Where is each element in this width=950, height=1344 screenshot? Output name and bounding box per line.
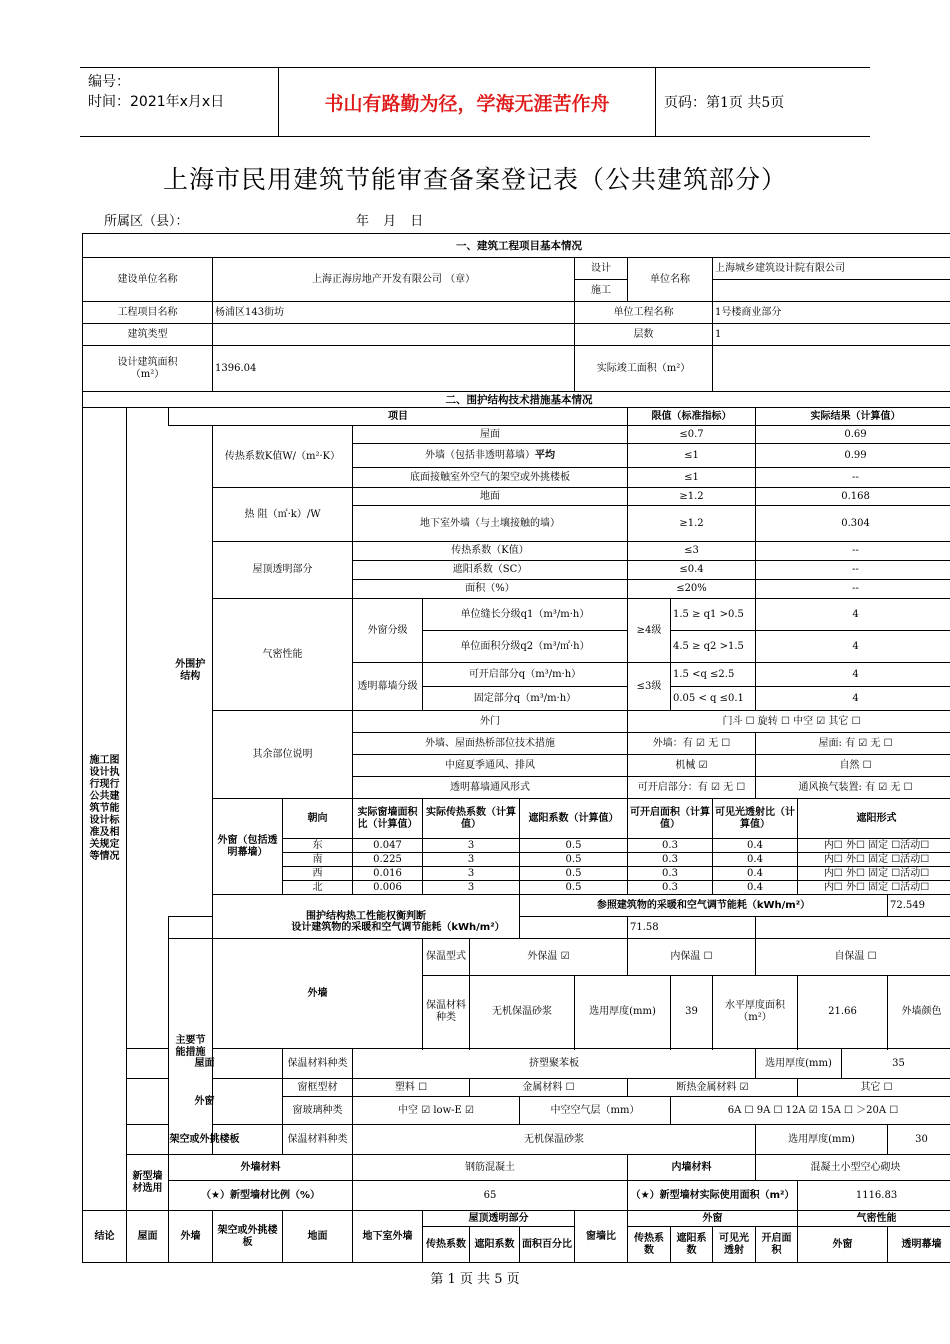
ground-limit: ≥1.2 bbox=[628, 488, 756, 506]
frame-opt: 金属材料 ☐ bbox=[470, 1079, 628, 1097]
win-row-dir: 东 bbox=[283, 839, 353, 853]
win-side: 外窗（包括透明幕墙） bbox=[213, 799, 283, 895]
glass-label: 窗玻璃种类 bbox=[283, 1097, 353, 1125]
win-row-ratio: 0.006 bbox=[353, 881, 423, 895]
win-header-shade: 遮阳形式 bbox=[798, 799, 950, 839]
win-row-open: 0.3 bbox=[628, 881, 713, 895]
project-value: 杨浦区143街坊 bbox=[213, 302, 575, 324]
bridge-wall: 外墙：有 ☑ 无 ☐ bbox=[628, 733, 756, 755]
roof-thick-label: 选用厚度(mm) bbox=[756, 1049, 842, 1079]
sky-area-label: 面积（%） bbox=[353, 580, 628, 599]
base-label: 地下室外墙（与土壤接触的墙） bbox=[353, 506, 628, 542]
outer-label: 外围护结构 bbox=[169, 426, 213, 917]
atrium-label: 中庭夏季通风、排风 bbox=[353, 755, 628, 777]
q1-actual: 4 bbox=[756, 599, 950, 631]
concl-air-col: 透明幕墙 bbox=[888, 1227, 950, 1263]
q1-label: 单位缝长分级q1（m³/m·h） bbox=[423, 599, 628, 631]
ratio-value: 65 bbox=[353, 1181, 628, 1211]
win-row-shade: 内☐ 外☐ 固定 ☐活动☐ bbox=[798, 853, 950, 867]
s3-wall: 外墙 bbox=[213, 939, 423, 1049]
type-value bbox=[213, 324, 575, 346]
page-header bbox=[80, 67, 870, 137]
wall-thick: 39 bbox=[671, 976, 713, 1049]
wall-limit: ≤1 bbox=[628, 444, 756, 468]
cw-fixed-limit: 0.05 < q ≤0.1 bbox=[671, 687, 756, 711]
page-footer: 第 1 页 共 5 页 bbox=[430, 1272, 520, 1287]
roof-mat-label: 保温材料种类 bbox=[283, 1049, 353, 1079]
roof-mat-value: 挤塑聚苯板 bbox=[353, 1049, 756, 1079]
builder-label: 建设单位名称 bbox=[83, 258, 213, 302]
inner-mat-value: 混凝土小型空心砌块 bbox=[756, 1155, 950, 1181]
win-row-ratio: 0.225 bbox=[353, 853, 423, 867]
win-row-dir: 南 bbox=[283, 853, 353, 867]
design-label: 设计 bbox=[575, 258, 628, 280]
ins-type-opt: 自保温 ☐ bbox=[756, 939, 950, 976]
wall-actual: 0.99 bbox=[756, 444, 950, 468]
gap-label: 中空空气层（mm） bbox=[520, 1097, 671, 1125]
floor-label: 底面接触室外空气的架空或外挑楼板 bbox=[353, 468, 628, 488]
cw-fixed-label: 固定部分q（m³/m·h） bbox=[423, 687, 628, 711]
win-row-ratio: 0.016 bbox=[353, 867, 423, 881]
concl-sky: 屋顶透明部分 bbox=[423, 1211, 575, 1227]
section1-heading: 一、建筑工程项目基本情况 bbox=[83, 234, 950, 258]
frame-opt: 塑料 ☐ bbox=[353, 1079, 470, 1097]
number-label: 编号： bbox=[88, 74, 130, 90]
ref-value: 72.549 bbox=[888, 895, 950, 917]
concl-col: 外墙 bbox=[169, 1211, 213, 1263]
color-label: 外墙颜色 bbox=[888, 976, 950, 1049]
r-label: 热 阻（㎡·k）/W bbox=[213, 488, 353, 542]
door-label: 外门 bbox=[353, 711, 628, 733]
door-opts: 门斗 ☐ 旋转 ☐ 中空 ☑ 其它 ☐ bbox=[628, 711, 950, 733]
wall-harea: 21.66 bbox=[798, 976, 888, 1049]
floors-value: 1 bbox=[713, 324, 950, 346]
header-meta bbox=[88, 72, 278, 112]
frame-opt: 断热金属材料 ☑ bbox=[628, 1079, 798, 1097]
win-row-open: 0.3 bbox=[628, 853, 713, 867]
construct-unit-value bbox=[713, 280, 950, 302]
concl-win-col: 开启面积 bbox=[756, 1227, 798, 1263]
inner-mat-label: 内墙材料 bbox=[628, 1155, 756, 1181]
win-grade-limit: ≥4级 bbox=[628, 599, 671, 663]
wall-area-value: 1116.83 bbox=[798, 1181, 950, 1211]
concl-col: 架空或外挑楼板 bbox=[213, 1211, 283, 1263]
atrium-nat: 自然 ☐ bbox=[756, 755, 950, 777]
overhang-mat-label: 保温材料种类 bbox=[283, 1125, 353, 1155]
win-row-k: 3 bbox=[423, 867, 520, 881]
sky-k-actual: -- bbox=[756, 542, 950, 561]
s3-window: 外窗 bbox=[127, 1079, 283, 1125]
concl-sky-col: 传热系数 bbox=[423, 1227, 470, 1263]
des-value: 71.58 bbox=[628, 917, 756, 939]
tradeoff-label: 围护结构热工性能权衡判断 bbox=[213, 895, 520, 939]
section2-side-label: 施工图设计执行现行公共建筑节能设计标准及相关规定等情况 bbox=[83, 408, 127, 1211]
sky-area-limit: ≤20% bbox=[628, 580, 756, 599]
concl-col: 地下室外墙 bbox=[353, 1211, 423, 1263]
overhang-mat: 无机保温砂浆 bbox=[353, 1125, 756, 1155]
win-row-ratio: 0.047 bbox=[353, 839, 423, 853]
win-row-open: 0.3 bbox=[628, 867, 713, 881]
design-unit-value: 上海城乡建筑设计院有限公司 bbox=[713, 258, 950, 280]
hthick-label: 水平厚度面积（m²） bbox=[713, 976, 798, 1049]
section2-heading: 二、围护结构技术措施基本情况 bbox=[83, 392, 950, 408]
frame-label: 窗框型材 bbox=[283, 1079, 353, 1097]
win-row-shade: 内☐ 外☐ 固定 ☐活动☐ bbox=[798, 839, 950, 853]
win-row-vt: 0.4 bbox=[713, 867, 798, 881]
sky-area-actual: -- bbox=[756, 580, 950, 599]
gap-opts: 6A ☐ 9A ☐ 12A ☑ 15A ☐ ＞20A ☐ bbox=[671, 1097, 950, 1125]
other-label: 其余部位说明 bbox=[213, 711, 353, 799]
win-row-shade: 内☐ 外☐ 固定 ☐活动☐ bbox=[798, 881, 950, 895]
concl-air-col: 外窗 bbox=[798, 1227, 888, 1263]
win-row-sc: 0.5 bbox=[520, 839, 628, 853]
sky-sc-limit: ≤0.4 bbox=[628, 561, 756, 580]
col-item: 项目 bbox=[169, 408, 628, 426]
q2-label: 单位面积分级q2（m³/㎡·h） bbox=[423, 631, 628, 663]
concl-col: 地面 bbox=[283, 1211, 353, 1263]
glass-opts: 中空 ☑ low-E ☑ bbox=[353, 1097, 520, 1125]
frame-opt: 其它 ☐ bbox=[798, 1079, 950, 1097]
sky-label: 屋顶透明部分 bbox=[213, 542, 353, 599]
page-title: 上海市民用建筑节能审查备案登记表（公共建筑部分） bbox=[162, 165, 787, 194]
ground-actual: 0.168 bbox=[756, 488, 950, 506]
time-label: 时间：2021年x月x日 bbox=[88, 94, 225, 110]
atrium-mech: 机械 ☑ bbox=[628, 755, 756, 777]
floors-label: 层数 bbox=[575, 324, 713, 346]
cw-grade-label: 透明幕墙分级 bbox=[353, 663, 423, 711]
col-limit: 限值（标准指标） bbox=[628, 408, 756, 426]
design-area-label: 设计建筑面积 （m²） bbox=[83, 346, 213, 392]
win-header-open: 可开启面积（计算值） bbox=[628, 799, 713, 839]
win-row-vt: 0.4 bbox=[713, 881, 798, 895]
sky-k-label: 传热系数（K值） bbox=[353, 542, 628, 561]
sky-sc-actual: -- bbox=[756, 561, 950, 580]
ref-label: 参照建筑物的采暖和空气调节能耗（kWh/m²） bbox=[520, 895, 888, 917]
cw-fixed-actual: 4 bbox=[756, 687, 950, 711]
unit-project-label: 单位工程名称 bbox=[575, 302, 713, 324]
des-label: 设计建筑物的采暖和空气调节能耗（kWh/m²） bbox=[169, 917, 628, 939]
win-row-sc: 0.5 bbox=[520, 881, 628, 895]
project-label: 工程项目名称 bbox=[83, 302, 213, 324]
win-row-k: 3 bbox=[423, 839, 520, 853]
page-label: 页码：第1页 共5页 bbox=[664, 95, 785, 111]
cw-vent-dev: 通风换气装置: 有 ☑ 无 ☐ bbox=[756, 777, 950, 799]
wall-label: 外墙（包括非透明幕墙）平均 bbox=[353, 444, 628, 468]
bridge-label: 外墙、屋面热桥部位技术措施 bbox=[353, 733, 628, 755]
win-row-k: 3 bbox=[423, 853, 520, 867]
bridge-roof: 屋面: 有 ☑ 无 ☐ bbox=[756, 733, 950, 755]
q1-limit: 1.5 ≥ q1 >0.5 bbox=[671, 599, 756, 631]
s4-side-label: 新型墙材选用 bbox=[127, 1155, 169, 1211]
wall-area-label: （★）新型墙材实际使用面积（m²） bbox=[628, 1181, 798, 1211]
overhang-thick-label: 选用厚度(mm) bbox=[756, 1125, 888, 1155]
concl-win-col: 可见光透射 bbox=[713, 1227, 756, 1263]
floor-limit: ≤1 bbox=[628, 468, 756, 488]
design-area-value: 1396.04 bbox=[213, 346, 575, 392]
cw-vent-open: 可开启部分：有 ☑ 无 ☐ bbox=[628, 777, 756, 799]
district-label: 所属区（县）： bbox=[104, 214, 189, 229]
win-header-k: 实际传热系数（计算值） bbox=[423, 799, 520, 839]
base-actual: 0.304 bbox=[756, 506, 950, 542]
roof-limit: ≤0.7 bbox=[628, 426, 756, 444]
win-row-vt: 0.4 bbox=[713, 839, 798, 853]
ins-type-opt: 内保温 ☐ bbox=[628, 939, 756, 976]
win-row-sc: 0.5 bbox=[520, 853, 628, 867]
floor-actual: -- bbox=[756, 468, 950, 488]
wall-mat-label: 保温材料种类 bbox=[423, 976, 470, 1049]
construct-label: 施工 bbox=[575, 280, 628, 302]
k-label: 传热系数K值W/（m²·K） bbox=[213, 426, 353, 488]
s3-overhang: 架空或外挑楼板 bbox=[127, 1125, 283, 1155]
unit-project-value: 1号楼商业部分 bbox=[713, 302, 950, 324]
s3-side-label: 主要节能措施 bbox=[169, 939, 213, 1155]
concl-win: 外窗 bbox=[628, 1211, 798, 1227]
ins-type-label: 保温型式 bbox=[423, 939, 470, 976]
win-row-sc: 0.5 bbox=[520, 867, 628, 881]
cw-open-actual: 4 bbox=[756, 663, 950, 687]
concl-col: 屋面 bbox=[127, 1211, 169, 1263]
s3-roof: 屋面 bbox=[127, 1049, 283, 1079]
win-grade-label: 外窗分级 bbox=[353, 599, 423, 663]
concl-air: 气密性能 bbox=[798, 1211, 950, 1227]
ground-label: 地面 bbox=[353, 488, 628, 506]
cw-limit: ≤3级 bbox=[628, 663, 671, 711]
win-row-dir: 北 bbox=[283, 881, 353, 895]
roof-label: 屋面 bbox=[353, 426, 628, 444]
unit-label: 单位名称 bbox=[628, 258, 713, 302]
win-row-shade: 内☐ 外☐ 固定 ☐活动☐ bbox=[798, 867, 950, 881]
concl-win-col: 传热系数 bbox=[628, 1227, 671, 1263]
concl-sky-col: 面积百分比 bbox=[520, 1227, 575, 1263]
base-limit: ≥1.2 bbox=[628, 506, 756, 542]
actual-area-label: 实际竣工面积（m²） bbox=[575, 346, 713, 392]
roof-thick: 35 bbox=[842, 1049, 950, 1079]
wall-mat-value: 无机保温砂浆 bbox=[470, 976, 575, 1049]
win-header-vt: 可见光透射比（计算值） bbox=[713, 799, 798, 839]
concl-win-col: 遮阳系数 bbox=[671, 1227, 713, 1263]
motto: 书山有路勤为径，学海无涯苦作舟 bbox=[278, 68, 656, 136]
cw-open-label: 可开启部分q（m³/m·h） bbox=[423, 663, 628, 687]
win-header-dir: 朝向 bbox=[283, 799, 353, 839]
s5-side-label: 结论 bbox=[83, 1211, 127, 1263]
q2-actual: 4 bbox=[756, 631, 950, 663]
outer-mat-value: 钢筋混凝土 bbox=[353, 1155, 628, 1181]
air-label: 气密性能 bbox=[213, 599, 353, 711]
col-actual: 实际结果（计算值） bbox=[756, 408, 950, 426]
overhang-thick: 30 bbox=[888, 1125, 950, 1155]
concl-sky-col: 遮阳系数 bbox=[470, 1227, 520, 1263]
win-row-k: 3 bbox=[423, 881, 520, 895]
win-row-vt: 0.4 bbox=[713, 853, 798, 867]
outer-mat-label: 外墙材料 bbox=[169, 1155, 353, 1181]
cw-vent-label: 透明幕墙通风形式 bbox=[353, 777, 628, 799]
wall-thick-label: 选用厚度(mm) bbox=[575, 976, 671, 1049]
q2-limit: 4.5 ≥ q2 >1.5 bbox=[671, 631, 756, 663]
win-row-open: 0.3 bbox=[628, 839, 713, 853]
record-form-table bbox=[82, 233, 950, 1263]
ins-type-opt: 外保温 ☑ bbox=[470, 939, 628, 976]
sky-k-limit: ≤3 bbox=[628, 542, 756, 561]
concl-ratio: 窗墙比 bbox=[575, 1211, 628, 1263]
builder-value: 上海正海房地产开发有限公司 （章） bbox=[213, 258, 575, 302]
cw-open-limit: 1.5 <q ≤2.5 bbox=[671, 663, 756, 687]
win-row-dir: 西 bbox=[283, 867, 353, 881]
win-header-sc: 遮阳系数（计算值） bbox=[520, 799, 628, 839]
roof-actual: 0.69 bbox=[756, 426, 950, 444]
type-label: 建筑类型 bbox=[83, 324, 213, 346]
actual-area-value bbox=[713, 346, 950, 392]
date-label: 年 月 日 bbox=[356, 214, 424, 229]
sky-sc-label: 遮阳系数（SC） bbox=[353, 561, 628, 580]
win-header-ratio: 实际窗墙面积比（计算值） bbox=[353, 799, 423, 839]
ratio-label: （★）新型墙材比例（%） bbox=[169, 1181, 353, 1211]
